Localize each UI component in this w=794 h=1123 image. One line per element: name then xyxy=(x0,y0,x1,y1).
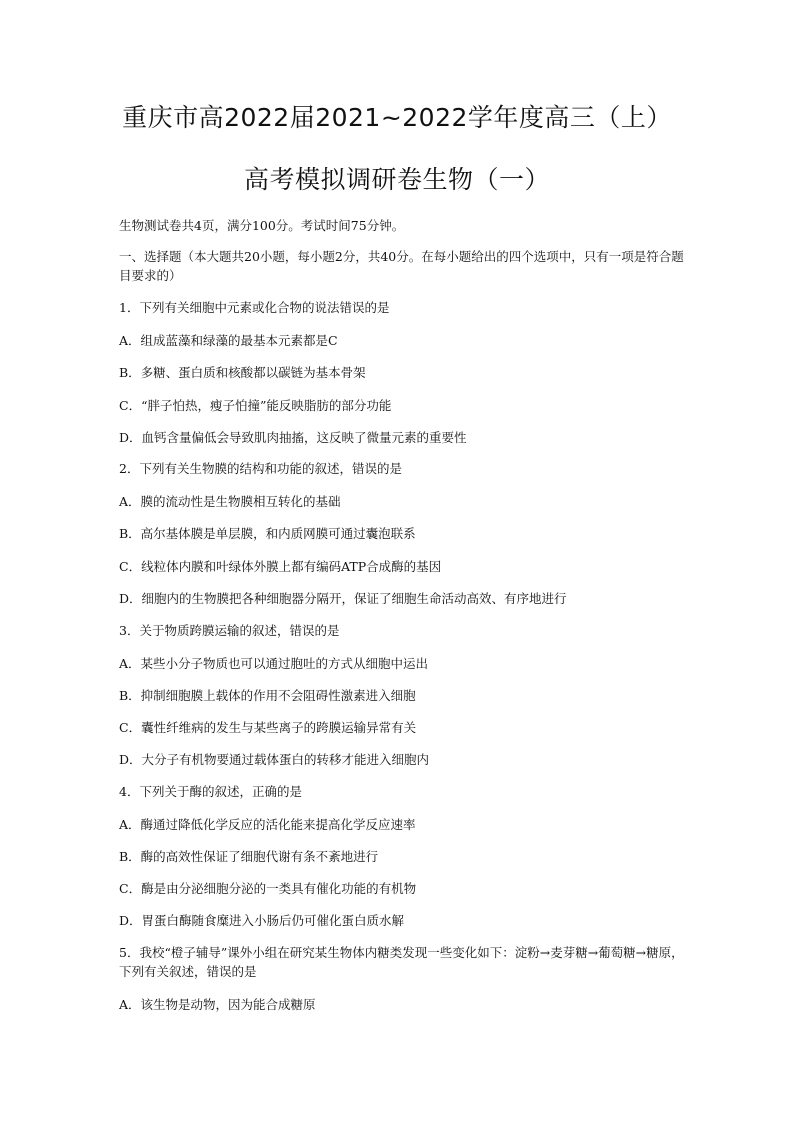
section-heading: 一、选择题（本大题共20小题，每小题2分，共40分。在每小题给出的四个选项中，只有一项是符合题目要求的） xyxy=(119,249,684,283)
question-option: B．抑制细胞膜上载体的作用不会阻碍性激素进入细胞 xyxy=(119,688,416,703)
question-option: A．膜的流动性是生物膜相互转化的基础 xyxy=(119,494,341,509)
question-option: D．血钙含量偏低会导致肌肉抽搐，这反映了微量元素的重要性 xyxy=(119,430,467,445)
question-stem: 5．我校“橙子辅导”课外小组在研究某生物体内糖类发现一些变化如下：淀粉→麦芽糖→葡萄糖→糖原，下列有关叙述，错误的是 xyxy=(119,945,684,979)
question-option: B．高尔基体膜是单层膜，和内质网膜可通过囊泡联系 xyxy=(119,526,416,541)
question-stem: 2．下列有关生物膜的结构和功能的叙述，错误的是 xyxy=(119,461,402,476)
question-option: C．线粒体内膜和叶绿体外膜上都有编码ATP合成酶的基因 xyxy=(119,559,442,574)
question-option: B．多糖、蛋白质和核酸都以碳链为基本骨架 xyxy=(119,365,366,380)
question-option: C．酶是由分泌细胞分泌的一类具有催化功能的有机物 xyxy=(119,881,417,896)
exam-intro: 生物测试卷共4页，满分100分。考试时间75分钟。 xyxy=(119,218,405,233)
question-stem: 1．下列有关细胞中元素或化合物的说法错误的是 xyxy=(119,300,390,315)
question-option: D．大分子有机物要通过载体蛋白的转移才能进入细胞内 xyxy=(119,752,430,767)
question-option: C．囊性纤维病的发生与某些离子的跨膜运输异常有关 xyxy=(119,720,417,735)
exam-title-line-2: 高考模拟调研卷生物（一） xyxy=(243,165,550,194)
question-option: C．“胖子怕热，瘦子怕撞”能反映脂肪的部分功能 xyxy=(119,398,392,413)
question-option: D．细胞内的生物膜把各种细胞器分隔开，保证了细胞生命活动高效、有序地进行 xyxy=(119,591,567,606)
question-option: A．酶通过降低化学反应的活化能来提高化学反应速率 xyxy=(119,817,416,832)
question-option: A．该生物是动物，因为能合成糖原 xyxy=(119,997,316,1012)
question-option: A．组成蓝藻和绿藻的最基本元素都是C xyxy=(119,333,338,348)
question-stem: 4．下列关于酶的叙述，正确的是 xyxy=(119,784,302,799)
question-stem: 3．关于物质跨膜运输的叙述，错误的是 xyxy=(119,623,340,638)
question-option: D．胃蛋白酶随食糜进入小肠后仍可催化蛋白质水解 xyxy=(119,913,405,928)
question-option: A．某些小分子物质也可以通过胞吐的方式从细胞中运出 xyxy=(119,656,429,671)
exam-title-line-1: 重庆市高2022届2021~2022学年度高三（上） xyxy=(122,103,672,132)
question-option: B．酶的高效性保证了细胞代谢有条不紊地进行 xyxy=(119,849,379,864)
